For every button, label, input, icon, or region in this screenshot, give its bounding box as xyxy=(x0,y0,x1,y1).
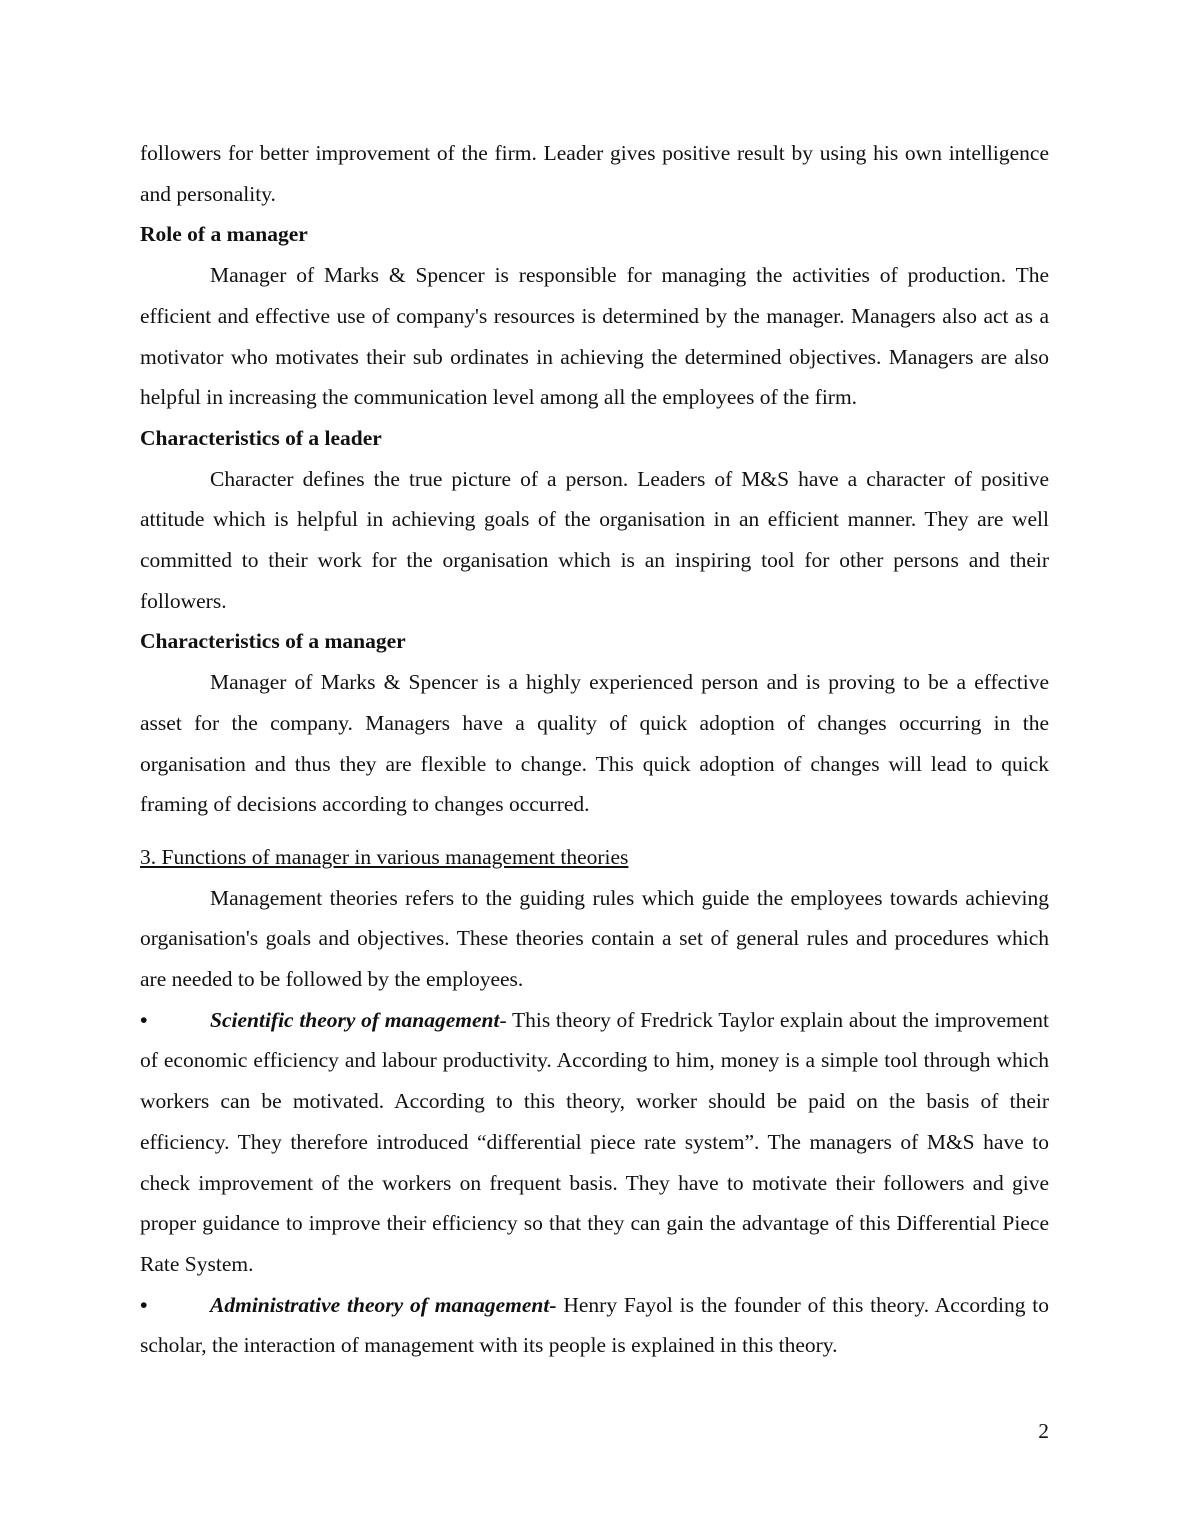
section-body: Character defines the true picture of a person. Leaders of M&S have a character of positive attitude which is helpful in achieving goals of the organisation in an efficient manner. They are well committed to their work for the organisation which is an inspiring tool for other persons and their followers. xyxy=(140,466,1049,613)
section-3-title: 3. Functions of manager in various management theories xyxy=(140,844,629,869)
section-body: Manager of Marks & Spencer is responsible for managing the activities of production. The efficient and effective use of company's resources is determined by the manager. Managers also act as a motivator who motivates their sub ordinates in achieving the determined objectives. Managers are also helpful in increasing the communication level among all the employees of the firm. xyxy=(140,263,1049,410)
bullet-item-scientific-theory xyxy=(140,1000,1049,1285)
section-heading: Role of a manager xyxy=(140,222,308,247)
section-heading: Characteristics of a leader xyxy=(140,425,382,450)
bullet-text: This theory of Fredrick Taylor explain about the improvement of economic efficiency and labour productivity. According to him, money is a simple tool through which workers can be motivated. According to this theory, worker should be paid on the basis of their efficiency. They therefore introduced “differential piece rate system”. The managers of M&S have to check improvement of the workers on frequent basis. They have to motivate their followers and give proper guidance to improve their efficiency so that they can gain the advantage of this Differential Piece Rate System. xyxy=(140,1007,1049,1276)
bullet-icon: • xyxy=(140,1007,148,1032)
page-number: 2 xyxy=(1038,1419,1049,1443)
page-content xyxy=(140,133,1049,1366)
bullet-item-administrative-theory xyxy=(140,1285,1049,1366)
bullet-text: Henry Fayol is the founder of this theory. According to scholar, the interaction of management with its people is explained in this theory. xyxy=(140,1292,1049,1358)
bullet-term: Scientific theory of management xyxy=(210,1007,500,1032)
intro-paragraph: followers for better improvement of the firm. Leader gives positive result by using his own intelligence and personality. xyxy=(140,141,1049,206)
section-body: Manager of Marks & Spencer is a highly experienced person and is proving to be a effective asset for the company. Managers have a quality of quick adoption of changes occurring in the organisation and thus they are flexible to change. This quick adoption of changes will lead to quick framing of decisions according to changes occurred. xyxy=(140,670,1049,817)
section-heading: Characteristics of a manager xyxy=(140,629,406,654)
bullet-separator: - xyxy=(499,1007,507,1032)
bullet-term: Administrative theory of management- xyxy=(210,1292,557,1317)
section-role-of-manager xyxy=(140,214,1049,418)
section-characteristics-manager xyxy=(140,621,1049,825)
section-characteristics-leader xyxy=(140,418,1049,622)
bullet-icon: • xyxy=(140,1292,148,1317)
section-3-intro: Management theories refers to the guiding rules which guide the employees towards achieving organisation's goals and objectives. These theories contain a set of general rules and procedures which are needed to be followed by the employees. xyxy=(140,885,1049,992)
